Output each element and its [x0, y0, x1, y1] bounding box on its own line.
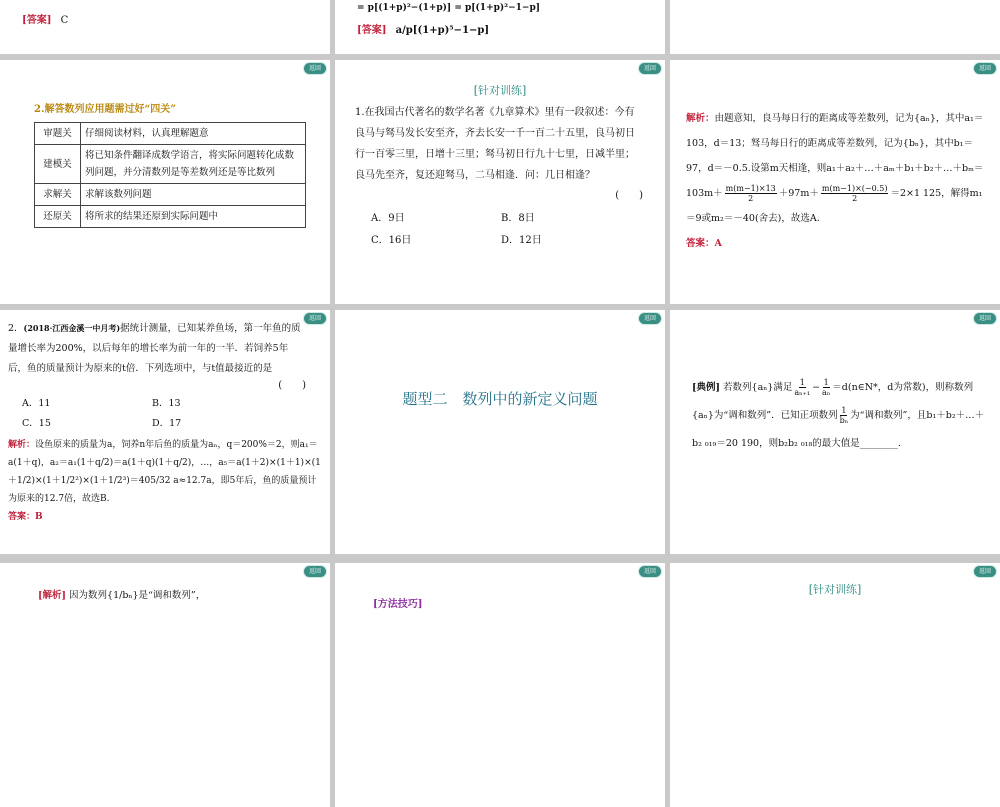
- option-b[interactable]: B．13: [152, 398, 181, 409]
- slide-9: [670, 310, 1000, 554]
- answer-tag: [答案]: [357, 25, 387, 36]
- return-button[interactable]: 返回: [304, 313, 326, 324]
- option-d[interactable]: D．17: [152, 418, 182, 429]
- slide-1: [0, 0, 330, 54]
- solution-text: 解析：设鱼原来的质量为a，饲养n年后鱼的质量为aₙ，q＝200%＝2，则a₁＝a(1＋q)，a₂＝a₁(1＋q/2)＝a(1＋q)(1＋q/2)，…，a₅＝a(1＋2)×(1＋1)×(1＋1/2)×(1＋1/2²)×(1＋1/2³)＝405/32 a≈12.7a，即5年后，鱼的质量预计为原来的12.7倍，故选B. 答案：B: [8, 440, 321, 522]
- section-title: 题型二 数列中的新定义问题: [402, 390, 598, 408]
- return-button[interactable]: 返回: [974, 313, 996, 324]
- solution-text: 解析：由题意知，良马每日行的距离成等差数列，记为{aₙ}，其中a₁＝103，d＝13；驽马每日行的距离成等差数列，记为{bₙ}，其中b₁＝97，d＝－0.5.设第m天相逢，则a₁＋a₂＋…＋aₘ＋b₁＋b₂＋…＋bₘ＝103m＋ $\frac{m(m-1)\times 13}{2}$ ＋97m＋ $\frac{m(m-1)\times(-0.5)}{2}$ ＝2×1 125，解得m₁＝9或m₂＝－40(舍去)，故选A. 答案：A: [686, 113, 984, 249]
- option-a[interactable]: A．11: [22, 398, 51, 409]
- option-b[interactable]: B．8日: [501, 213, 535, 224]
- answer-paren: ( ): [278, 380, 306, 391]
- slide-title: 2.解答数列应用题需过好“四关”: [34, 104, 176, 115]
- answer-tag: 答案：: [686, 238, 715, 249]
- slide-8: [335, 310, 665, 554]
- slide-2: [335, 0, 665, 54]
- answer-tag: 答案：: [8, 512, 36, 522]
- return-button[interactable]: 返回: [974, 566, 996, 577]
- question-text: 1.在我国古代著名的数学名著《九章算术》里有一段叙述：今有良马与驽马发长安至齐，齐去长安一千一百二十五里，良马初日行一百零三里，日增十三里；驽马初日行九十七里，日减半里；良马先至齐，复还迎驽马，二马相逢．问：几日相逢？: [355, 107, 635, 181]
- table-row: 审题关 仔细阅读材料，认真理解题意: [35, 123, 306, 145]
- option-c[interactable]: C．15: [22, 418, 51, 429]
- analysis-label: [解析]: [38, 590, 66, 601]
- formula-line: = p[(1+p)²−(1+p)] = p[(1+p)²−1−p]: [357, 3, 541, 13]
- answer-value: a/p[(1+p)⁵−1−p]: [395, 25, 490, 36]
- option-c[interactable]: C．16日: [371, 235, 412, 246]
- table-row: 建模关 将已知条件翻译成数学语言，将实际问题转化成数列问题，并分清数列是等差数列还是等比数列: [35, 145, 306, 184]
- analysis-text: 因为数列{1/bₙ}是“调和数列”，: [69, 590, 206, 601]
- option-d[interactable]: D．12日: [501, 235, 542, 246]
- slide-5: [335, 60, 665, 304]
- options: [371, 208, 631, 252]
- return-button[interactable]: 返回: [304, 63, 326, 74]
- answer-value: A: [714, 238, 722, 249]
- example-text: [典例] 若数列{aₙ}满足 $\frac{1}{\text{aₙ₊₁}}$ − $\frac{1}{\text{aₙ}}$ ＝d(n∈N*，d为常数)，则称数列{aₙ}为“调和数列”．已知正项数列 $\frac{1}{\text{bₙ}}$ 为“调和数列”，且b₁＋b₂＋…＋b₂ ₀₁₉＝20 190，则b₂b₂ ₀₁₈的最大值是________.: [692, 378, 985, 449]
- answer-value: B: [35, 512, 43, 522]
- option-a[interactable]: A．9日: [371, 213, 405, 224]
- table-row: 还原关 将所求的结果还原到实际问题中: [35, 206, 306, 228]
- slide-6: [670, 60, 1000, 304]
- return-button[interactable]: 返回: [639, 566, 661, 577]
- return-button[interactable]: 返回: [304, 566, 326, 577]
- return-button[interactable]: 返回: [639, 313, 661, 324]
- return-button[interactable]: 返回: [639, 63, 661, 74]
- section-header: [针对训练]: [473, 84, 527, 97]
- slide-7: [0, 310, 330, 554]
- table-row: 求解关 求解该数列问题: [35, 184, 306, 206]
- four-checks-table: [34, 122, 306, 228]
- options: [22, 394, 282, 434]
- section-header: [针对训练]: [808, 583, 862, 596]
- answer-tag: [答案]: [22, 15, 52, 26]
- slide-4: [0, 60, 330, 304]
- answer-paren: ( ): [615, 190, 643, 201]
- return-button[interactable]: 返回: [974, 63, 996, 74]
- method-label: [方法技巧]: [373, 599, 423, 610]
- answer-value: C: [60, 15, 69, 26]
- slide-3: [670, 0, 1000, 54]
- question-text: 2．(2018·江西金溪一中月考)据统计测量，已知某养鱼场，第一年鱼的质量增长率为200%，以后每年的增长率为前一年的一半．若饲养5年后，鱼的质量预计为原来的t倍．下列选项中，与t值最接近的是: [8, 323, 301, 374]
